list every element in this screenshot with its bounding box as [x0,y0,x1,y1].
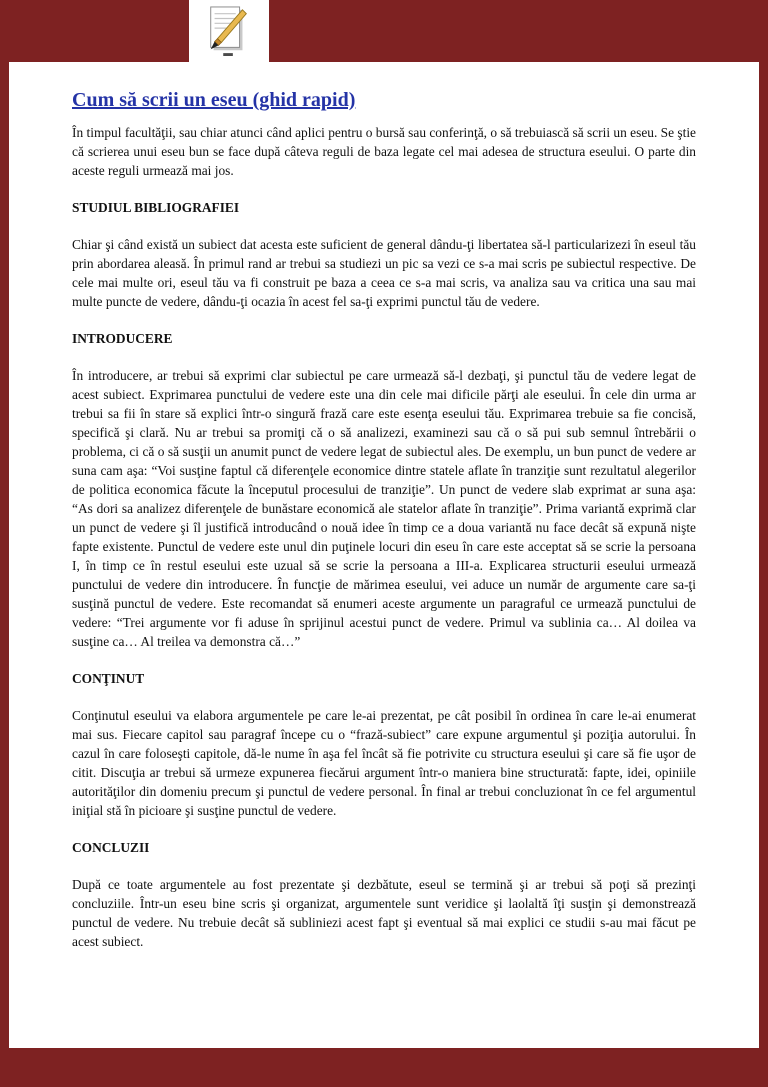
document-page [72,88,696,951]
top-border-band [0,0,768,62]
section-heading-concluzii: CONCLUZII [72,840,150,855]
section-paragraph-bibliografie: Chiar şi când există un subiect dat acesta este suficient de general dându-ţi libertatea să-l particularizezi în eseul tău prin abordarea aleasă. În primul rand ar trebui sa studiezi un pic sa vezi ce s-a mai scris pe subiectul respective. De cele mai multe ori, eseul tău va fi construit pe baza a ceea ce s-a mai scris, va analiza sau va critica una sau mai multe puncte de vedere, dându-ţi ocazia în acest fel sa-ţi exprimi punctul tău de vedere. [72,237,696,309]
header-icon-box [189,0,269,62]
document-pen-icon [204,4,254,58]
left-border-strip [0,62,9,1048]
section-paragraph-continut: Conţinutul eseului va elabora argumentele pe care le-ai prezentat, pe cât posibil în ordinea în care le-ai enumerat mai sus. Fiecare capitol sau paragraf începe cu o “frază-subiect” care expune argumentul şi poziţia autorului. În cazul în care foloseşti capitole, dă-le nume în aşa fel încât să fie potrivite cu structura eseului şi care să fie uşor de citit. Discuţia ar trebui să urmeze expunerea fiecărui argument într-o maniera bine structurată: fapte, idei, opiniile autorităţilor din domeniu precum şi punctul de vedere personal. În final ar trebui concluzionat în ce fel argumentul iniţial stă în picioare şi susţine punctul de vedere. [72,708,696,818]
section-paragraph-concluzii: După ce toate argumentele au fost prezentate şi dezbătute, eseul se termină şi ar trebui să poţi să prezinţi concluziile. Într-un eseu bine scris şi organizat, argumentele sunt veridice şi laolaltă îţi susţin şi demonstrează punctul de vedere. Nu trebuie decât să subliniezi acest fapt şi eventual să mai explici ce studii s-au mai făcut pe acest subiect. [72,877,696,949]
right-border-strip [759,62,768,1048]
bottom-border-band [0,1048,768,1087]
section-heading-introducere: INTRODUCERE [72,331,173,346]
section-heading-continut: CONŢINUT [72,671,145,686]
section-paragraph-introducere: În introducere, ar trebui să exprimi clar subiectul pe care urmează să-l dezbaţi, şi punctul tău de vedere legat de acest subiect. Exprimarea punctului de vedere este una din cele mai dificile părţi ale eseului. În cele din urma ar trebui sa fii în stare să explici într-o singură frază care este esenţa eseului tău. Exprimarea trebuie sa fie concisă, specifică şi clară. Nu ar trebui sa promiţi că o să analizezi, examinezi sau că o să pui sub semnul întrebării o problema, ci că o să susţii un anumit punct de vedere legat de subiectul ales. De exemplu, un bun punct de vedere ar suna cam aşa: “Voi susţine faptul că diferenţele economice dintre statele aflate în tranziţie sunt rezultatul alegerilor de politica economica făcute la începutul procesului de tranziţie”. Un punct de vedere slab exprimat ar suna aşa: “As dori sa analizez diferenţele de bunăstare economică ale statelor aflate în tranziţie”. Prima variantă exprimă clar un punct de vedere şi îl justifică introducând o nouă idee în timp ce a doua variantă nu face decât să expună nişte fapte existente. Punctul de vedere este unul din puţinele locuri din eseu în care este acceptat să se scrie la persoana I, în timp ce în restul eseului este uzual să se scrie la persoana a III-a. Explicarea structurii eseului urmează punctului de vedere din introducere. În funcţie de mărimea eseului, vei aduce un număr de argumente care sa-ţi susţină punctul de vedere. Este recomandat să enumeri aceste argumente un paragraful ce urmează punctului de vedere: “Trei argumente vor fi aduse în sprijinul acestui punct de vedere. Primul va sublinia ca… Al doilea va susţine ca… Al treilea va demonstra că…” [72,368,696,649]
page-title[interactable]: Cum să scrii un eseu (ghid rapid) [72,89,356,111]
intro-paragraph: În timpul facultăţii, sau chiar atunci când aplici pentru o bursă sau conferinţă, o să trebuiască să scrii un eseu. Se ştie că scrierea unui eseu bun se face după câteva reguli de baza legate cel mai adesea de structura eseului. O parte din aceste reguli urmează mai jos. [72,125,696,178]
section-heading-bibliografie: STUDIUL BIBLIOGRAFIEI [72,200,240,215]
